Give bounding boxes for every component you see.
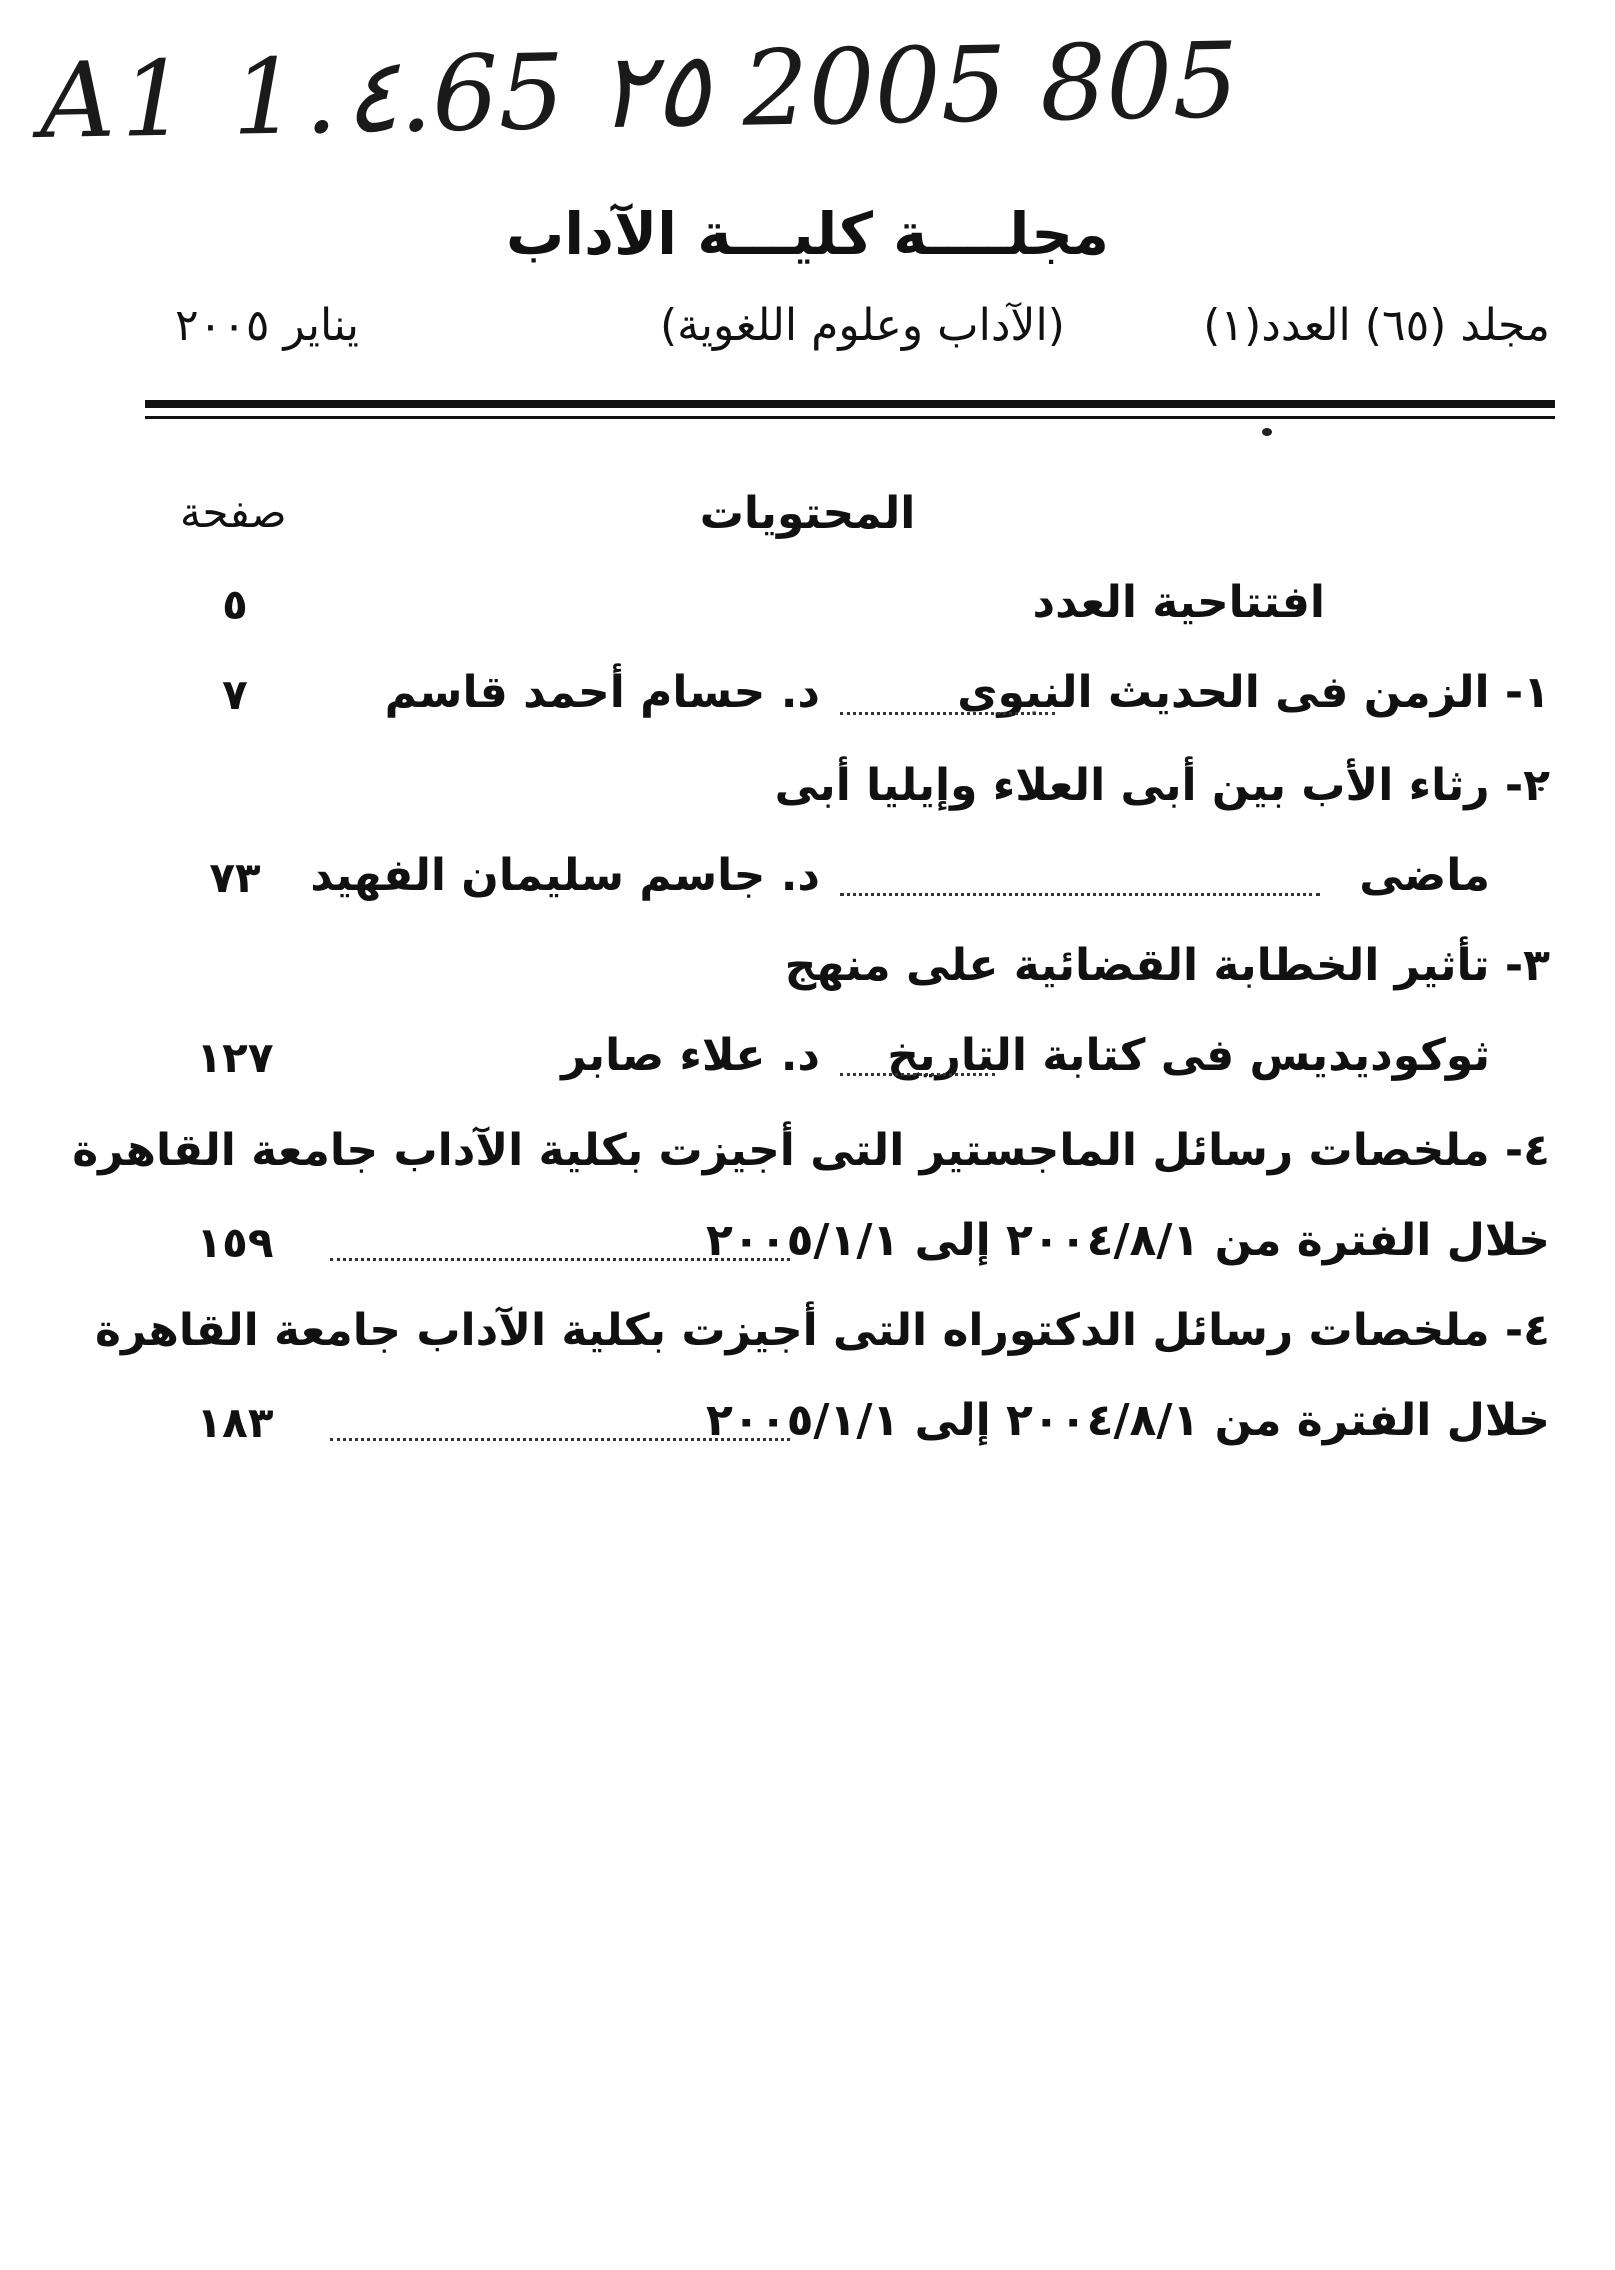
issue-date: يناير ٢٠٠٥	[175, 300, 359, 351]
toc-entry-title-continued: ماضى	[1359, 850, 1490, 901]
volume-issue: مجلد (٦٥) العدد(١)	[1203, 300, 1550, 351]
toc-entry-title: افتتاحية العدد	[1032, 577, 1325, 628]
toc-entry-title-continued: خلال الفترة من ٢٠٠٤/٨/١ إلى ٢٠٠٥/١/١	[706, 1215, 1550, 1266]
toc-page-number: ٥	[222, 580, 248, 629]
toc-entry-author: د. جاسم سليمان الفهيد	[310, 850, 820, 901]
toc-entry-title: ٣- تأثير الخطابة القضائية على منهج	[784, 940, 1550, 991]
scan-speck	[1262, 428, 1272, 436]
toc-entry-title-continued: خلال الفترة من ٢٠٠٤/٨/١ إلى ٢٠٠٥/١/١	[706, 1395, 1550, 1446]
dot-leader	[840, 712, 1055, 715]
header-rule-thick	[145, 400, 1555, 408]
toc-entry-title: ٤- ملخصات رسائل الماجستير التى أجيزت بكلية الآداب جامعة القاهرة	[72, 1125, 1550, 1176]
journal-series: (الآداب وعلوم اللغوية)	[660, 300, 1065, 351]
toc-entry-author: د. حسام أحمد قاسم	[384, 667, 820, 718]
toc-entry-title: ١- الزمن فى الحديث النبوى	[957, 667, 1550, 718]
toc-page-number: ١٨٣	[196, 1398, 274, 1447]
contents-heading: المحتويات	[699, 488, 916, 539]
header-rule-thin	[145, 416, 1555, 419]
page-column-heading: صفحة	[180, 488, 287, 537]
toc-page-number: ١٢٧	[196, 1033, 274, 1082]
journal-title: مجلــــة كليـــة الآداب	[506, 200, 1109, 268]
toc-entry-title-continued: ثوكوديديس فى كتابة التاريخ	[887, 1030, 1490, 1081]
handwritten-catalog-note: A1 1.٤.65 ٢٥ 2005 805	[38, 19, 1240, 162]
toc-entry-author: د. علاء صابر	[561, 1030, 820, 1081]
dot-leader	[330, 1438, 790, 1441]
toc-page-number: ٧٣	[209, 853, 261, 902]
toc-page-number: ٧	[222, 670, 248, 719]
dot-leader	[840, 1073, 995, 1076]
dot-leader	[840, 893, 1320, 896]
toc-page-number: ١٥٩	[196, 1218, 274, 1267]
dot-leader	[330, 1258, 790, 1261]
toc-entry-title: ٤- ملخصات رسائل الدكتوراه التى أجيزت بكلية الآداب جامعة القاهرة	[95, 1305, 1550, 1356]
toc-entry-title: ٢- رثاء الأب بين أبى العلاء وإيليا أبى	[774, 760, 1550, 811]
